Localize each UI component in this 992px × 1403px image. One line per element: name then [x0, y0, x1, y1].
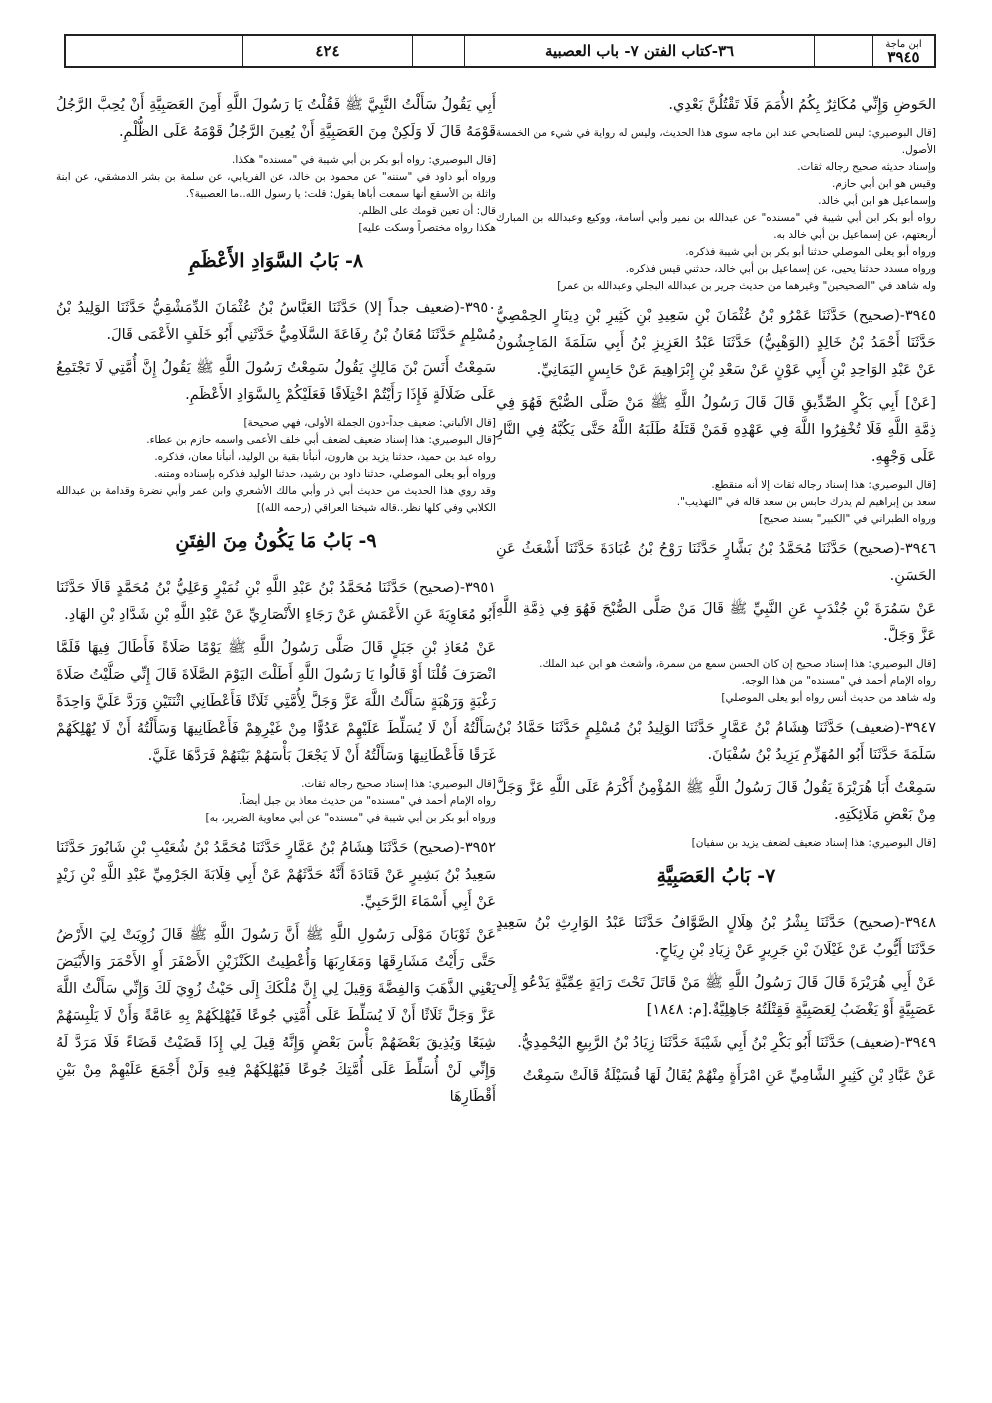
header-empty-cell	[66, 36, 242, 66]
footnote-line: وقيس هو ابن أبي حازم.	[832, 178, 936, 190]
chapter-heading-7: ٧- بَابُ العَصَبِيَّةِ	[656, 865, 776, 887]
header-empty-cell	[814, 36, 872, 66]
footnote-line: [قال البوصيري: رواه أبو بكر بن أبي شيبة في "مسنده" هكذا.	[232, 154, 496, 166]
footnote-line: [قال البوصيري: هذا إسناد صحيح إن كان الحسن سمع من سمرة، وأشعث هو ابن عبد الملك.	[539, 658, 936, 670]
hadith-matn-3950: سَمِعْتُ أَنَسَ بْنَ مَالِكٍ يَقُولُ سَمِعْتُ رَسُولَ اللَّهِ ﷺ يَقُولُ إِنَّ أُمَّتِي لَا تَجْتَمِعُ عَلَى ضَلَالَةٍ فَإِذَا رَأَيْتُمْ اخْتِلَافًا فَعَلَيْكُمْ بِالسَّوَادِ الأَعْظَمِ.	[56, 360, 496, 403]
footnote-line: [قال البوصيري: هذا إسناد ضعيف لضعف يزيد بن سفيان]	[691, 837, 936, 849]
footnote-line: رواه الإمام أحمد في "مسنده" من حديث معاذ بن جبل أيضاً.	[238, 795, 496, 807]
footnote-block	[496, 835, 936, 852]
footnote-line: رواه أبو بكر ابن أبي شيبة في "مسنده" عن عبدالله بن نمير وأبي أسامة، ووكيع وعبدالله بن المبارك أربعتهم، عن إسماعيل بن أبي خالد به.	[496, 212, 936, 241]
footnote-line: وله شاهد في "الصحيحين" وغيرهما من حديث جرير بن عبدالله البجلي وعبدالله بن عمر]	[557, 280, 936, 292]
hadith-matn-3945: [عَنْ] أَبِي بَكْرٍ الصِّدِّيقِ قَالَ قَالَ رَسُولُ اللَّهِ ﷺ مَنْ صَلَّى الصُّبْحَ فَهُوَ فِي ذِمَّةِ اللَّهِ فَلَا تُخْفِرُوا اللَّهَ فِي عَهْدِهِ فَمَنْ قَتَلَهُ طَلَبَهُ اللَّهُ حَتَّى يَكُبَّهُ فِي النَّارِ عَلَى وَجْهِهِ.	[496, 395, 936, 465]
hadith-matn-3947: سَمِعْتُ أَبَا هُرَيْرَةَ يَقُولُ قَالَ رَسُولُ اللَّهِ ﷺ المُؤْمِنُ أَكْرَمُ عَلَى اللَّهِ عَزَّ وَجَلَّ مِنْ بَعْضِ مَلَائِكَتِهِ.	[496, 780, 936, 823]
footnote-line: قال: أن تعين قومك على الظلم.	[358, 205, 496, 217]
footnote-block	[56, 152, 496, 237]
hadith-isnad-3947: ٣٩٤٧-(ضعيف) حَدَّثَنَا هِشَامُ بْنُ عَمَّارٍ حَدَّثَنَا الوَلِيدُ بْنُ مُسْلِمٍ حَدَّثَنَا حَمَّادُ بْنُ سَلَمَةَ حَدَّثَنَا أَبُو المُهَزِّمِ يَزِيدُ بْنُ سُفْيَانَ.	[496, 720, 936, 763]
chapter-heading-8: ٨- بَابُ السَّوَادِ الأَعْظَمِ	[188, 250, 364, 272]
header-empty-cell	[412, 36, 464, 66]
footnote-line: ورواه الطبراني في "الكبير" بسند صحيح]	[759, 513, 936, 525]
footnote-line: وإسناد حديثه صحيح رجاله ثقات.	[797, 161, 936, 173]
hadith-matn-3949: عَنْ عَبَّادِ بْنِ كَثِيرٍ الشَّامِيِّ عَنِ امْرَأَةٍ مِنْهُمْ يُقَالُ لَهَا فُسَيْلَةُ قَالَتْ سَمِعْتُ	[522, 1068, 936, 1084]
header-book-cell	[872, 36, 934, 66]
footnote-line: وإسماعيل هو ابن أبي خالد.	[818, 195, 936, 207]
hadith-isnad-3948: ٣٩٤٨-(صحيح) حَدَّثَنَا بِشْرُ بْنُ هِلَالٍ الصَّوَّافُ حَدَّثَنَا عَبْدُ الوَارِثِ بْنُ سَعِيدٍ حَدَّثَنَا أَيُّوبُ عَنْ غَيْلَانَ بْنِ جَرِيرٍ عَنْ زِيَادِ بْنِ رِيَاحٍ.	[496, 915, 936, 958]
footnote-line: وله شاهد من حديث أنس رواه أبو يعلى الموصلي]	[721, 692, 936, 704]
hadith-text: أَبِي يَقُولُ سَأَلْتُ النَّبِيَّ ﷺ فَقُلْتُ يَا رَسُولَ اللَّهِ أَمِنَ العَصَبِيَّةِ أَنْ يُحِبَّ الرَّجُلُ قَوْمَهُ قَالَ لَا وَلَكِنْ مِنَ العَصَبِيَّةِ أَنْ يُعِينَ الرَّجُلُ قَوْمَهُ عَلَى الظُّلْمِ.	[56, 97, 496, 140]
hadith-matn-3952: عَنْ ثَوْبَانَ مَوْلَى رَسُولِ اللَّهِ ﷺ أَنَّ رَسُولَ اللَّهِ ﷺ قَالَ زُوِيَتْ لِيَ الأَرْضُ حَتَّى رَأَيْتُ مَشَارِقَهَا وَمَغَارِبَهَا وَأُعْطِيتُ الكَنْزَيْنِ الأَصْفَرَ أَوِ الأَحْمَرَ وَالأَبْيَضَ يَعْنِي الذَّهَبَ وَالفِضَّةَ وَقِيلَ لِي إِنَّ مُلْكَكَ إِلَى حَيْثُ زُوِيَ لَكَ وَإِنِّي سَأَلْتُ اللَّهَ عَزَّ وَجَلَّ ثَلَاثًا أَنْ لَا يُسَلِّطَ عَلَى أُمَّتِي جُوعًا فَيُهْلِكَهُمْ بِهِ عَامَّةً وَأَنْ لَا يَلْبِسَهُمْ شِيَعًا وَيُذِيقَ بَعْضَهُمْ بَأْسَ بَعْضٍ وَإِنَّهُ قِيلَ لِي إِذَا قَضَيْتُ قَضَاءً فَلَا مَرَدَّ لَهُ وَإِنِّي لَنْ أُسَلِّطَ عَلَى أُمَّتِكَ جُوعًا فَيُهْلِكَهُمْ فِيهِ وَلَنْ أَجْمَعَ عَلَيْهِمْ مِنْ بَيْنِ أَقْطَارِهَا	[56, 927, 496, 1105]
footnote-line: [قال البوصيري: هذا إسناد صحيح رجاله ثقات.	[301, 778, 496, 790]
footnote-block	[496, 656, 936, 707]
hadith-matn-3951: عَنْ مُعَاذِ بْنِ جَبَلٍ قَالَ صَلَّى رَسُولُ اللَّهِ ﷺ يَوْمًا صَلَاةً فَأَطَالَ فِيهَا فَلَمَّا انْصَرَفَ قُلْنَا أَوْ قَالُوا يَا رَسُولَ اللَّهِ أَطَلْتَ اليَوْمَ الصَّلَاةَ قَالَ إِنِّي صَلَّيْتُ صَلَاةَ رَغْبَةٍ وَرَهْبَةٍ سَأَلْتُ اللَّهَ عَزَّ وَجَلَّ لِأُمَّتِي ثَلَاثًا فَأَعْطَانِي اثْنَتَيْنِ وَرَدَّ عَلَيَّ وَاحِدَةً سَأَلْتُهُ أَنْ لَا يُسَلِّطَ عَلَيْهِمْ عَدُوًّا مِنْ غَيْرِهِمْ فَأَعْطَانِيهَا وَسَأَلْتُهُ أَنْ لَا يُهْلِكَهُمْ غَرَقًا فَأَعْطَانِيهَا وَسَأَلْتُهُ أَنْ لَا يَجْعَلَ بَأْسَهُمْ بَيْنَهُمْ فَرَدَّهَا عَلَيَّ.	[56, 640, 496, 764]
hadith-isnad-3946: ٣٩٤٦-(صحيح) حَدَّثَنَا مُحَمَّدُ بْنُ بَشَّارٍ حَدَّثَنَا رَوْحُ بْنُ عُبَادَةَ حَدَّثَنَا أَشْعَثُ عَنِ الحَسَنِ.	[496, 541, 936, 584]
hadith-isnad-3952: ٣٩٥٢-(صحيح) حَدَّثَنَا هِشَامُ بْنُ عَمَّارٍ حَدَّثَنَا مُحَمَّدُ بْنُ شُعَيْبِ بْنِ شَابُورَ حَدَّثَنَا سَعِيدُ بْنُ بَشِيرٍ عَنْ قَتَادَةَ أَنَّهُ حَدَّثَهُمْ عَنْ أَبِي قِلَابَةَ الجَرْمِيِّ عَبْدِ اللَّهِ بْنِ زَيْدٍ عَنْ أَبِي أَسْمَاءَ الرَّحَبِيِّ.	[56, 840, 496, 910]
footnote-line: [قال البوصيري: هذا إسناد رجاله ثقات إلا أنه منقطع.	[711, 479, 936, 491]
right-column	[496, 92, 936, 1096]
hadith-isnad-3951: ٣٩٥١-(صحيح) حَدَّثَنَا مُحَمَّدُ بْنُ عَبْدِ اللَّهِ بْنِ نُمَيْرٍ وَعَلِيُّ بْنُ مُحَمَّدٍ قَالَا حَدَّثَنَا أَبُو مُعَاوِيَةَ عَنِ الأَعْمَشِ عَنْ رَجَاءٍ الأَنْصَارِيِّ عَنْ عَبْدِ اللَّهِ بْنِ شَدَّادِ بْنِ الهَادِ.	[56, 580, 496, 623]
footnote-line: وقد روي هذا الحديث من حديث أبي ذر وأبي مالك الأشعري وابن عمر وأبي نضرة وقدامة بن عبدالله الكلابي وفي كلها نظر..قاله شيخنا العراقي (رحمه الله)]	[56, 485, 496, 514]
footnote-block	[56, 776, 496, 827]
hadith-isnad-3950: ٣٩٥٠-(ضعيف جداً إلا) حَدَّثَنَا العَبَّاسُ بْنُ عُثْمَانَ الدِّمَشْقِيُّ حَدَّثَنَا الوَلِيدُ بْنُ مُسْلِمٍ حَدَّثَنَا مُعَانُ بْنُ رِفَاعَةَ السَّلَامِيُّ حَدَّثَنِي أَبُو خَلَفٍ الأَعْمَى قَالَ.	[56, 300, 496, 343]
footnote-line: ورواه مسدد حدثنا يحيى، عن إسماعيل بن أبي خالد، حدثني قيس فذكره.	[625, 263, 936, 275]
hadith-isnad-3949: ٣٩٤٩-(ضعيف) حَدَّثَنَا أَبُو بَكْرِ بْنُ أَبِي شَيْبَةَ حَدَّثَنَا زِيَادُ بْنُ الرَّبِيعِ اليُحْمِدِيُّ.	[517, 1035, 936, 1051]
left-column	[56, 92, 496, 1117]
running-header	[64, 34, 936, 68]
footnote-line: [قال البوصيري: هذا إسناد ضعيف لضعف أبي خلف الأعمى واسمه حازم بن عطاء.	[146, 434, 496, 446]
page-number: ٤٢٤	[242, 36, 412, 66]
hadith-matn-3946: عَنْ سَمُرَةَ بْنِ جُنْدَبٍ عَنِ النَّبِيِّ ﷺ قَالَ مَنْ صَلَّى الصُّبْحَ فَهُوَ فِي ذِمَّةِ اللَّهِ عَزَّ وَجَلَّ.	[496, 601, 936, 644]
hadith-isnad-3945: ٣٩٤٥-(صحيح) حَدَّثَنَا عَمْرُو بْنُ عُثْمَانَ بْنِ سَعِيدِ بْنِ كَثِيرِ بْنِ دِينَارٍ الحِمْصِيُّ حَدَّثَنَا أَحْمَدُ بْنُ خَالِدٍ (الوَهْبِيُّ) حَدَّثَنَا عَبْدُ العَزِيزِ بْنُ أَبِي سَلَمَةَ المَاجِشُونُ عَنْ عَبْدِ الوَاحِدِ بْنِ أَبِي عَوْنٍ عَنْ سَعْدِ بْنِ إِبْرَاهِيمَ عَنْ حَابِسٍ اليَمَانِيِّ.	[496, 308, 936, 378]
footnote-block	[56, 415, 496, 517]
footnote-block	[496, 125, 936, 295]
footnote-line: [قال البوصيري: ليس للصنابحي عند ابن ماجه سوى هذا الحديث، وليس له رواية في شيء من الخمسة الأصول.	[496, 127, 936, 156]
footnote-line: [قال الألباني: ضعيف جداً-دون الجملة الأولى، فهي صحيحة]	[243, 417, 496, 429]
running-title: ٣٦-كتاب الفتن ٧- باب العصبية	[464, 36, 814, 66]
footnote-line: رواه عبد بن حميد، حدثنا يزيد بن هارون، أنبأنا بقية بن الوليد، أنبأنا معان، فذكره.	[154, 451, 496, 463]
footnote-line: ورواه أبو يعلى الموصلي، حدثنا داود بن رشيد، حدثنا الوليد فذكره بإسناده ومتنه.	[154, 468, 496, 480]
footnote-line: هكذا رواه مختصراً وسكت عليه]	[358, 222, 496, 234]
footnote-line: ورواه أبو داود في "سننه" عن محمود بن خالد، عن الفريابي، عن سلمة بن بشر الدمشقي، عن ابنة واثلة بن الأسقع أنها سمعت أباها يقول: قلت: يا رسول الله..ما العصبية؟.	[56, 171, 496, 200]
chapter-heading-9: ٩- بَابُ مَا يَكُونُ مِنَ الفِتَنِ	[175, 530, 377, 552]
hadith-matn-3948: عَنْ أَبِي هُرَيْرَةَ قَالَ قَالَ رَسُولُ اللَّهِ ﷺ مَنْ قَاتَلَ تَحْتَ رَايَةٍ عِمِّيَّةٍ يَدْعُو إِلَى عَصَبِيَّةٍ أَوْ يَغْضَبُ لِعَصَبِيَّةٍ فَقِتْلَتُهُ جَاهِلِيَّةٌ.[م: ١٨٤٨]	[496, 975, 936, 1018]
book-label: ابن ماجة	[885, 39, 922, 50]
footnote-line: ورواه أبو يعلى الموصلي حدثنا أبو بكر بن أبي شيبة فذكره.	[685, 246, 936, 258]
footnote-line: ورواه أبو بكر بن أبي شيبة في "مسنده" عن أبي معاوية الضرير، به]	[205, 812, 496, 824]
footnote-block	[496, 477, 936, 528]
hadith-text: الحَوضِ وَإِنِّي مُكَاثِرٌ بِكُمُ الأُمَمَ فَلَا تَقْتُلُنَّ بَعْدِي.	[668, 97, 936, 113]
footnote-line: سعد بن إبراهيم لم يدرك حابس بن سعد قاله في "التهذيب".	[676, 496, 936, 508]
footnote-line: رواه الإمام أحمد في "مسنده" من هذا الوجه.	[741, 675, 936, 687]
hadith-range: ٣٩٤٥	[887, 48, 920, 66]
